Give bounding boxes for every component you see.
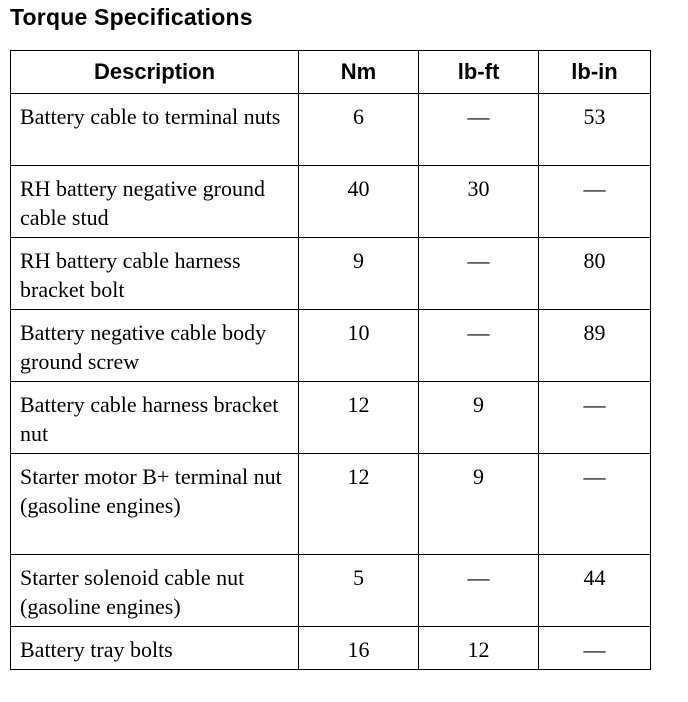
row-lbft: — [419,310,539,382]
row-nm: 10 [299,310,419,382]
column-header-lbin: lb-in [539,51,651,94]
row-nm: 6 [299,94,419,166]
table-row [11,555,651,627]
row-description: RH battery negative ground cable stud [11,166,299,238]
row-description: Starter solenoid cable nut (gasoline engines) [11,555,299,627]
row-description: Battery cable to terminal nuts [11,94,299,166]
row-lbin: — [539,382,651,454]
row-description: Battery tray bolts [11,627,299,670]
row-lbin: 89 [539,310,651,382]
row-nm: 9 [299,238,419,310]
column-header-lbft: lb-ft [419,51,539,94]
row-description: Battery cable harness bracket nut [11,382,299,454]
row-lbin: 80 [539,238,651,310]
row-nm: 16 [299,627,419,670]
row-lbft: 9 [419,382,539,454]
row-nm: 40 [299,166,419,238]
table-row [11,238,651,310]
row-description: Battery negative cable body ground screw [11,310,299,382]
table-header-row [11,51,651,94]
row-description: RH battery cable harness bracket bolt [11,238,299,310]
row-nm: 12 [299,454,419,555]
table-row [11,627,651,670]
page-title: Torque Specifications [10,4,253,30]
row-lbin: — [539,166,651,238]
row-nm: 5 [299,555,419,627]
table-row [11,310,651,382]
table-row [11,382,651,454]
table-row [11,166,651,238]
row-lbft: 30 [419,166,539,238]
row-lbin: 44 [539,555,651,627]
row-nm: 12 [299,382,419,454]
row-lbin: 53 [539,94,651,166]
row-lbin: — [539,627,651,670]
column-header-description: Description [11,51,299,94]
row-lbft: 12 [419,627,539,670]
table-row [11,94,651,166]
row-lbft: — [419,555,539,627]
row-lbft: — [419,94,539,166]
row-lbft: 9 [419,454,539,555]
row-lbin: — [539,454,651,555]
torque-spec-table [10,50,651,670]
column-header-nm: Nm [299,51,419,94]
row-description: Starter motor B+ terminal nut (gasoline engines) [11,454,299,555]
table-row [11,454,651,555]
row-lbft: — [419,238,539,310]
